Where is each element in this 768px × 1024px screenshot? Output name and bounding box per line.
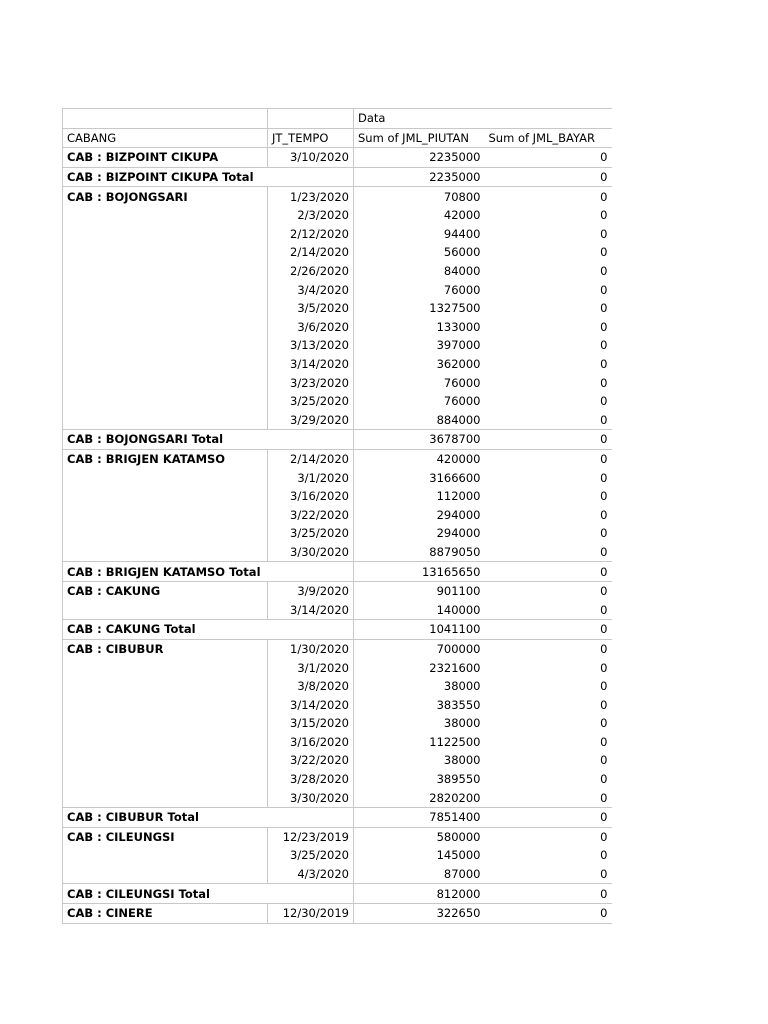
sum-bayar-cell[interactable]: 0 <box>600 697 608 712</box>
jt-tempo-cell[interactable]: 3/16/2020 <box>268 487 354 506</box>
group-total-row <box>63 167 612 187</box>
jt-tempo-cell[interactable]: 2/12/2020 <box>268 225 354 244</box>
sum-piutan-cell[interactable]: 76000 <box>354 392 485 411</box>
sum-bayar-cell[interactable]: 0 <box>600 867 608 882</box>
jt-tempo-cell[interactable]: 1/30/2020 <box>268 639 354 658</box>
table-row <box>63 543 612 562</box>
sum-bayar-cell[interactable]: 0 <box>600 489 608 504</box>
group-total-row <box>63 884 612 904</box>
sum-piutan-cell[interactable]: 362000 <box>354 355 485 374</box>
sum-piutan-cell[interactable]: 76000 <box>354 373 485 392</box>
sum-piutan-cell[interactable]: 294000 <box>354 505 485 524</box>
cabang-cell[interactable] <box>63 487 268 506</box>
total-piutan-cell[interactable]: 2235000 <box>354 167 485 187</box>
sum-piutan-cell[interactable]: 383550 <box>354 695 485 714</box>
jt-tempo-cell[interactable]: 4/3/2020 <box>268 865 354 884</box>
sum-piutan-cell[interactable]: 70800 <box>354 187 485 206</box>
jt-tempo-cell[interactable]: 3/23/2020 <box>268 373 354 392</box>
cabang-cell[interactable] <box>63 524 268 543</box>
sum-bayar-cell[interactable]: 0 <box>600 660 608 675</box>
sum-piutan-cell[interactable]: 2321600 <box>354 658 485 677</box>
total-bayar-cell[interactable]: 0 <box>485 620 612 640</box>
cabang-cell[interactable] <box>63 658 268 677</box>
sum-bayar-cell[interactable]: 0 <box>600 470 608 485</box>
sum-piutan-cell[interactable]: 901100 <box>354 581 485 600</box>
table-row <box>63 262 612 281</box>
jt-tempo-cell[interactable]: 12/23/2019 <box>268 827 354 846</box>
table-row <box>63 903 612 923</box>
sum-piutan-cell[interactable]: 42000 <box>354 206 485 225</box>
total-piutan-cell[interactable]: 7851400 <box>354 807 485 827</box>
group-total-label[interactable]: CAB : BOJONGSARI Total <box>63 430 268 450</box>
jt-tempo-cell[interactable]: 3/1/2020 <box>268 468 354 487</box>
total-bayar-cell[interactable]: 0 <box>485 167 612 187</box>
table-row <box>63 581 612 600</box>
sum-piutan-cell[interactable]: 8879050 <box>354 543 485 562</box>
jt-tempo-cell[interactable]: 3/1/2020 <box>268 658 354 677</box>
group-total-label[interactable]: CAB : CIBUBUR Total <box>63 807 268 827</box>
cabang-cell[interactable] <box>63 225 268 244</box>
sum-piutan-cell[interactable]: 145000 <box>354 846 485 865</box>
jt-tempo-cell[interactable]: 3/15/2020 <box>268 714 354 733</box>
sum-bayar-cell[interactable]: 0 <box>485 187 612 206</box>
jt-tempo-cell[interactable]: 2/3/2020 <box>268 206 354 225</box>
table-row <box>63 751 612 770</box>
jt-tempo-cell[interactable]: 3/9/2020 <box>268 581 354 600</box>
sum-piutan-cell[interactable]: 1122500 <box>354 733 485 752</box>
cabang-cell[interactable]: CAB : BIZPOINT CIKUPA <box>63 148 268 168</box>
group-total-label[interactable]: CAB : CILEUNGSI Total <box>63 884 268 904</box>
jt-tempo-cell[interactable]: 3/25/2020 <box>268 846 354 865</box>
sum-bayar-cell[interactable]: 0 <box>600 544 608 559</box>
empty-cell[interactable] <box>268 807 354 827</box>
jt-tempo-cell[interactable]: 2/26/2020 <box>268 262 354 281</box>
cabang-cell[interactable] <box>63 788 268 807</box>
sum-piutan-cell[interactable]: 397000 <box>354 336 485 355</box>
empty-cell[interactable] <box>268 109 354 129</box>
sum-bayar-cell[interactable]: 0 <box>600 679 608 694</box>
empty-cell[interactable] <box>268 167 354 187</box>
group-total-label[interactable]: CAB : BRIGJEN KATAMSO Total <box>63 562 268 582</box>
cabang-cell[interactable] <box>63 770 268 789</box>
jt-tempo-cell[interactable]: 3/6/2020 <box>268 318 354 337</box>
sum-piutan-cell[interactable]: 38000 <box>354 714 485 733</box>
table-row <box>63 148 612 168</box>
cabang-cell[interactable] <box>63 392 268 411</box>
table-row <box>63 600 612 619</box>
table-row <box>63 280 612 299</box>
table-row <box>63 392 612 411</box>
table-row <box>63 524 612 543</box>
sum-piutan-cell[interactable]: 294000 <box>354 524 485 543</box>
sum-bayar-cell[interactable]: 0 <box>600 507 608 522</box>
sum-piutan-cell[interactable]: 884000 <box>354 411 485 430</box>
jt-tempo-cell[interactable]: 3/10/2020 <box>268 148 354 168</box>
group-total-row <box>63 430 612 450</box>
jt-tempo-cell[interactable]: 3/14/2020 <box>268 355 354 374</box>
table-row <box>63 243 612 262</box>
sum-piutan-cell[interactable]: 94400 <box>354 225 485 244</box>
jt-tempo-cell[interactable]: 3/13/2020 <box>268 336 354 355</box>
cabang-cell[interactable]: CAB : CINERE <box>63 903 268 923</box>
table-row <box>63 318 612 337</box>
cabang-cell[interactable]: CAB : CILEUNGSI <box>63 827 268 846</box>
sum-piutan-cell[interactable]: 76000 <box>354 280 485 299</box>
cabang-cell[interactable] <box>63 600 268 619</box>
table-row <box>63 846 612 865</box>
pivot-table <box>62 108 612 924</box>
empty-cell[interactable] <box>268 884 354 904</box>
table-row <box>63 373 612 392</box>
table-row <box>63 411 612 430</box>
group-total-label[interactable]: CAB : BIZPOINT CIKUPA Total <box>63 167 268 187</box>
jt-tempo-cell[interactable]: 3/14/2020 <box>268 600 354 619</box>
sum-bayar-cell[interactable]: 0 <box>600 772 608 787</box>
sum-bayar-cell[interactable]: 0 <box>485 827 612 846</box>
group-total-row <box>63 562 612 582</box>
jt-tempo-cell[interactable]: 3/25/2020 <box>268 524 354 543</box>
header-jt-tempo[interactable]: JT_TEMPO <box>268 128 354 148</box>
empty-cell[interactable] <box>485 109 612 129</box>
cabang-cell[interactable] <box>63 299 268 318</box>
sum-piutan-cell[interactable]: 2820200 <box>354 788 485 807</box>
sum-bayar-cell[interactable]: 0 <box>600 716 608 731</box>
sum-bayar-cell[interactable]: 0 <box>600 848 608 863</box>
group-total-label[interactable]: CAB : CAKUNG Total <box>63 620 268 640</box>
table-row <box>63 714 612 733</box>
jt-tempo-cell[interactable]: 3/25/2020 <box>268 392 354 411</box>
cabang-cell[interactable]: CAB : BRIGJEN KATAMSO <box>63 449 268 468</box>
jt-tempo-cell[interactable]: 3/4/2020 <box>268 280 354 299</box>
sum-bayar-cell[interactable]: 0 <box>485 903 612 923</box>
header-sum-bayar[interactable]: Sum of JML_BAYAR <box>485 128 612 148</box>
sum-bayar-cell[interactable]: 0 <box>600 282 608 297</box>
jt-tempo-cell[interactable]: 12/30/2019 <box>268 903 354 923</box>
group-total-row <box>63 807 612 827</box>
sum-bayar-cell[interactable]: 0 <box>600 375 608 390</box>
table-row <box>63 733 612 752</box>
header-row <box>63 128 612 148</box>
table-row <box>63 355 612 374</box>
total-piutan-cell[interactable]: 1041100 <box>354 620 485 640</box>
table-row <box>63 187 612 206</box>
empty-cell[interactable] <box>63 109 268 129</box>
empty-cell[interactable] <box>268 620 354 640</box>
sum-piutan-cell[interactable]: 700000 <box>354 639 485 658</box>
sum-piutan-cell[interactable]: 84000 <box>354 262 485 281</box>
cabang-cell[interactable] <box>63 695 268 714</box>
sum-bayar-cell[interactable]: 0 <box>600 734 608 749</box>
sum-piutan-cell[interactable]: 140000 <box>354 600 485 619</box>
table-row <box>63 695 612 714</box>
cabang-cell[interactable] <box>63 206 268 225</box>
sum-piutan-cell[interactable]: 389550 <box>354 770 485 789</box>
cabang-cell[interactable] <box>63 373 268 392</box>
table-row <box>63 449 612 468</box>
data-field-label[interactable]: Data <box>354 109 485 129</box>
cabang-cell[interactable] <box>63 243 268 262</box>
data-label-row <box>63 109 612 129</box>
jt-tempo-cell[interactable]: 3/30/2020 <box>268 543 354 562</box>
sum-piutan-cell[interactable]: 38000 <box>354 677 485 696</box>
cabang-cell[interactable] <box>63 751 268 770</box>
cabang-cell[interactable] <box>63 733 268 752</box>
sum-bayar-cell[interactable]: 0 <box>600 526 608 541</box>
jt-tempo-cell[interactable]: 3/8/2020 <box>268 677 354 696</box>
group-total-row <box>63 620 612 640</box>
total-bayar-cell[interactable]: 0 <box>485 562 612 582</box>
sum-piutan-cell[interactable]: 87000 <box>354 865 485 884</box>
header-sum-piutan[interactable]: Sum of JML_PIUTAN <box>354 128 485 148</box>
table-row <box>63 299 612 318</box>
jt-tempo-cell[interactable]: 3/30/2020 <box>268 788 354 807</box>
table-row <box>63 225 612 244</box>
jt-tempo-cell[interactable]: 3/14/2020 <box>268 695 354 714</box>
sum-bayar-cell[interactable]: 0 <box>600 357 608 372</box>
cabang-cell[interactable]: CAB : CAKUNG <box>63 581 268 600</box>
sum-piutan-cell[interactable]: 420000 <box>354 449 485 468</box>
sum-piutan-cell[interactable]: 3166600 <box>354 468 485 487</box>
table-row <box>63 677 612 696</box>
jt-tempo-cell[interactable]: 3/29/2020 <box>268 411 354 430</box>
cabang-cell[interactable] <box>63 411 268 430</box>
table-row <box>63 206 612 225</box>
sum-bayar-cell[interactable]: 0 <box>485 639 612 658</box>
cabang-cell[interactable] <box>63 505 268 524</box>
cabang-cell[interactable] <box>63 677 268 696</box>
sum-bayar-cell[interactable]: 0 <box>600 319 608 334</box>
total-piutan-cell[interactable]: 812000 <box>354 884 485 904</box>
table-row <box>63 865 612 884</box>
sum-piutan-cell[interactable]: 2235000 <box>354 148 485 168</box>
sum-bayar-cell[interactable]: 0 <box>485 148 612 168</box>
jt-tempo-cell[interactable]: 3/16/2020 <box>268 733 354 752</box>
total-piutan-cell[interactable]: 13165650 <box>354 562 485 582</box>
table-row <box>63 336 612 355</box>
total-bayar-cell[interactable]: 0 <box>485 884 612 904</box>
sum-piutan-cell[interactable]: 580000 <box>354 827 485 846</box>
sum-bayar-cell[interactable]: 0 <box>600 245 608 260</box>
cabang-cell[interactable] <box>63 355 268 374</box>
cabang-cell[interactable]: CAB : CIBUBUR <box>63 639 268 658</box>
table-row <box>63 468 612 487</box>
table-row <box>63 770 612 789</box>
table-row <box>63 658 612 677</box>
empty-cell[interactable] <box>268 562 354 582</box>
sum-bayar-cell[interactable]: 0 <box>600 790 608 805</box>
header-cabang[interactable]: CABANG <box>63 128 268 148</box>
sum-bayar-cell[interactable]: 0 <box>485 449 612 468</box>
jt-tempo-cell[interactable]: 3/5/2020 <box>268 299 354 318</box>
sum-bayar-cell[interactable]: 0 <box>600 394 608 409</box>
cabang-cell[interactable] <box>63 846 268 865</box>
cabang-cell[interactable] <box>63 714 268 733</box>
cabang-cell[interactable] <box>63 318 268 337</box>
sum-bayar-cell[interactable]: 0 <box>600 264 608 279</box>
table-row <box>63 487 612 506</box>
jt-tempo-cell[interactable]: 3/22/2020 <box>268 505 354 524</box>
sum-bayar-cell[interactable]: 0 <box>600 208 608 223</box>
jt-tempo-cell[interactable]: 2/14/2020 <box>268 449 354 468</box>
cabang-cell[interactable] <box>63 468 268 487</box>
cabang-cell[interactable] <box>63 865 268 884</box>
sum-piutan-cell[interactable]: 133000 <box>354 318 485 337</box>
sum-bayar-cell[interactable]: 0 <box>600 753 608 768</box>
sum-piutan-cell[interactable]: 322650 <box>354 903 485 923</box>
cabang-cell[interactable] <box>63 280 268 299</box>
total-bayar-cell[interactable]: 0 <box>485 430 612 450</box>
table-row <box>63 639 612 658</box>
table-row <box>63 788 612 807</box>
table-row <box>63 505 612 524</box>
sum-bayar-cell[interactable]: 0 <box>485 581 612 600</box>
sum-bayar-cell[interactable]: 0 <box>600 338 608 353</box>
cabang-cell[interactable] <box>63 262 268 281</box>
empty-cell[interactable] <box>268 430 354 450</box>
sum-bayar-cell[interactable]: 0 <box>600 226 608 241</box>
cabang-cell[interactable] <box>63 336 268 355</box>
jt-tempo-cell[interactable]: 3/22/2020 <box>268 751 354 770</box>
cabang-cell[interactable]: CAB : BOJONGSARI <box>63 187 268 206</box>
sum-piutan-cell[interactable]: 56000 <box>354 243 485 262</box>
sum-piutan-cell[interactable]: 38000 <box>354 751 485 770</box>
table-row <box>63 827 612 846</box>
total-bayar-cell[interactable]: 0 <box>485 807 612 827</box>
sum-bayar-cell[interactable]: 0 <box>600 602 608 617</box>
sum-piutan-cell[interactable]: 112000 <box>354 487 485 506</box>
sum-piutan-cell[interactable]: 1327500 <box>354 299 485 318</box>
jt-tempo-cell[interactable]: 1/23/2020 <box>268 187 354 206</box>
jt-tempo-cell[interactable]: 3/28/2020 <box>268 770 354 789</box>
jt-tempo-cell[interactable]: 2/14/2020 <box>268 243 354 262</box>
cabang-cell[interactable] <box>63 543 268 562</box>
total-piutan-cell[interactable]: 3678700 <box>354 430 485 450</box>
sum-bayar-cell[interactable]: 0 <box>600 301 608 316</box>
sum-bayar-cell[interactable]: 0 <box>600 412 608 427</box>
